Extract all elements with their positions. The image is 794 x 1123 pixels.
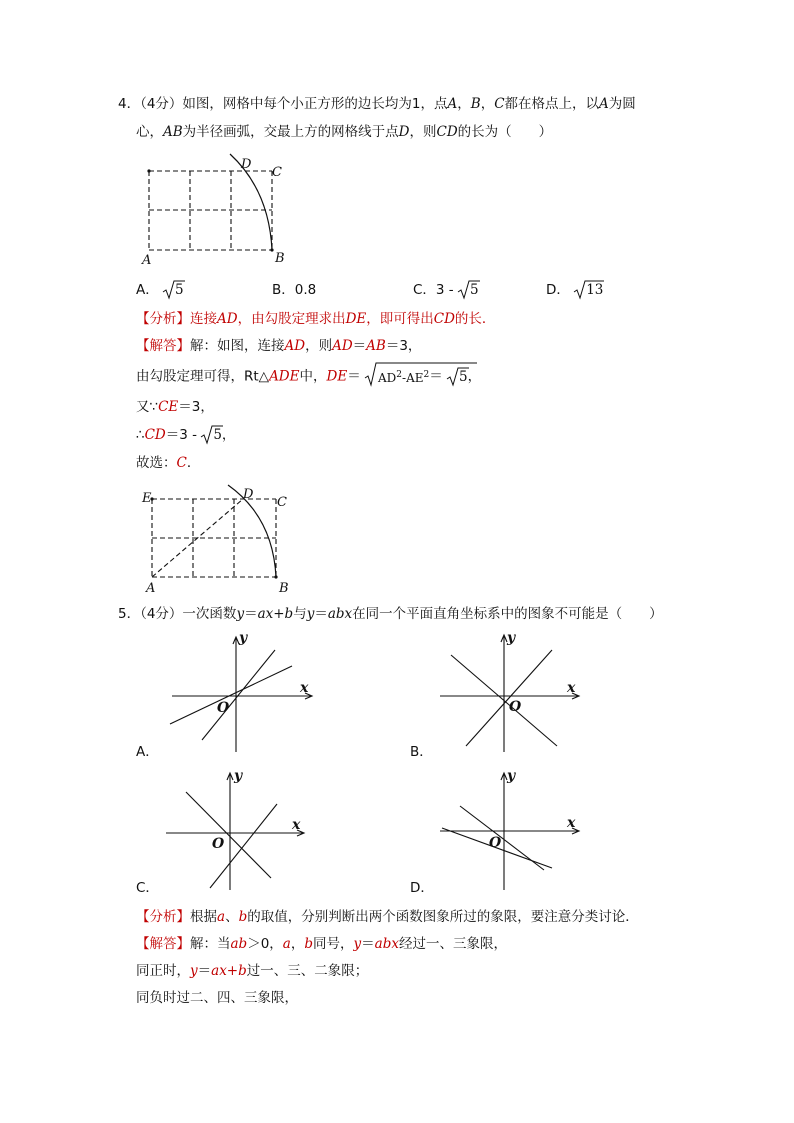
point-B-label-2: B bbox=[279, 581, 289, 596]
q4-answer-choice: 故选：C． bbox=[136, 455, 201, 471]
q5-answer-line3: 同负时过二、四、三象限， bbox=[136, 990, 298, 1006]
q4-stem-line2: 心，AB为半径画弧，交最上方的网格线于点D，则CD的长为（ ） bbox=[136, 124, 553, 140]
q5-graph-c bbox=[166, 768, 326, 894]
q4-option-b[interactable]: B．0.8 bbox=[272, 282, 317, 298]
origin-label: O bbox=[489, 835, 502, 851]
point-A-label-2: A bbox=[146, 581, 156, 596]
q5-option-a[interactable]: A． bbox=[136, 744, 159, 760]
point-A-label: A bbox=[142, 253, 152, 268]
axis-x-label: x bbox=[300, 680, 309, 696]
origin-label: O bbox=[212, 836, 225, 852]
q5-analysis: 【分析】根据a、b的取值，分别判断出两个函数图象所过的象限，要注意分类讨论． bbox=[136, 909, 639, 925]
q5-graph-b bbox=[436, 630, 596, 756]
q4-figure-solution bbox=[136, 482, 296, 598]
sqrt-pythagoras: $AD^2-AE^2$ bbox=[365, 365, 429, 388]
sqrt-5-result: 5 bbox=[447, 367, 468, 387]
q5-option-c[interactable]: C． bbox=[136, 880, 159, 896]
q4-analysis: 【分析】连接AD，由勾股定理求出DE，即可得出CD的长． bbox=[136, 311, 496, 327]
q5-option-b[interactable]: B． bbox=[410, 744, 433, 760]
q5-option-d[interactable]: D． bbox=[410, 880, 434, 896]
origin-label: O bbox=[217, 700, 230, 716]
origin-label: O bbox=[509, 699, 522, 715]
q4-answer-pythagoras: 由勾股定理可得，Rt△ADE中，DE＝ $AD^2-AE^2=$ 5， bbox=[136, 365, 481, 388]
q5-graph-d bbox=[436, 768, 596, 894]
q4-stem-line1: 4．（4分）如图，网格中每个小正方形的边长均为1，点A，B，C都在格点上，以A为圆 bbox=[118, 96, 636, 112]
axis-y-label: y bbox=[239, 630, 248, 646]
q4-answer-ce: 又∵CE＝3， bbox=[136, 399, 214, 415]
axis-x-label: x bbox=[567, 815, 576, 831]
q5-answer-line1: 【解答】解：当ab＞0，a，b同号，y＝abx经过一、三象限， bbox=[136, 936, 507, 952]
q4-option-d[interactable]: D． 13 bbox=[546, 282, 604, 298]
q4-answer-line1: 【解答】解：如图，连接AD，则AD＝AB＝3， bbox=[136, 338, 422, 354]
sqrt-5-a: 5 bbox=[163, 280, 184, 300]
q5-answer-line2: 同正时，y＝ax+b过一、三、二象限； bbox=[136, 963, 369, 979]
point-E-label: E bbox=[142, 491, 152, 506]
point-D-label-2: D bbox=[243, 487, 254, 502]
q5-graph-a bbox=[166, 630, 326, 756]
q5-stem: 5．（4分）一次函数y＝ax+b与y＝abx在同一个平面直角坐标系中的图象不可能是（ ） bbox=[118, 606, 663, 622]
point-D-label: D bbox=[241, 157, 252, 172]
sqrt-5-c: 5 bbox=[458, 280, 479, 300]
axis-y-label: y bbox=[234, 768, 243, 784]
point-C-label-2: C bbox=[277, 495, 287, 510]
point-B-label: B bbox=[275, 251, 285, 266]
q4-figure-grid bbox=[136, 150, 286, 268]
axis-x-label: x bbox=[292, 817, 301, 833]
q4-option-c[interactable]: C．3 - 5 bbox=[413, 282, 479, 298]
axis-y-label: y bbox=[507, 630, 516, 646]
q4-option-a[interactable]: A． 5 bbox=[136, 282, 184, 298]
point-C-label: C bbox=[272, 165, 282, 180]
sqrt-5-cd: 5 bbox=[201, 425, 222, 445]
q4-answer-cd: ∴CD＝3 - 5， bbox=[136, 427, 236, 443]
sqrt-13-d: 13 bbox=[574, 280, 603, 300]
axis-x-label: x bbox=[567, 680, 576, 696]
axis-y-label: y bbox=[507, 768, 516, 784]
